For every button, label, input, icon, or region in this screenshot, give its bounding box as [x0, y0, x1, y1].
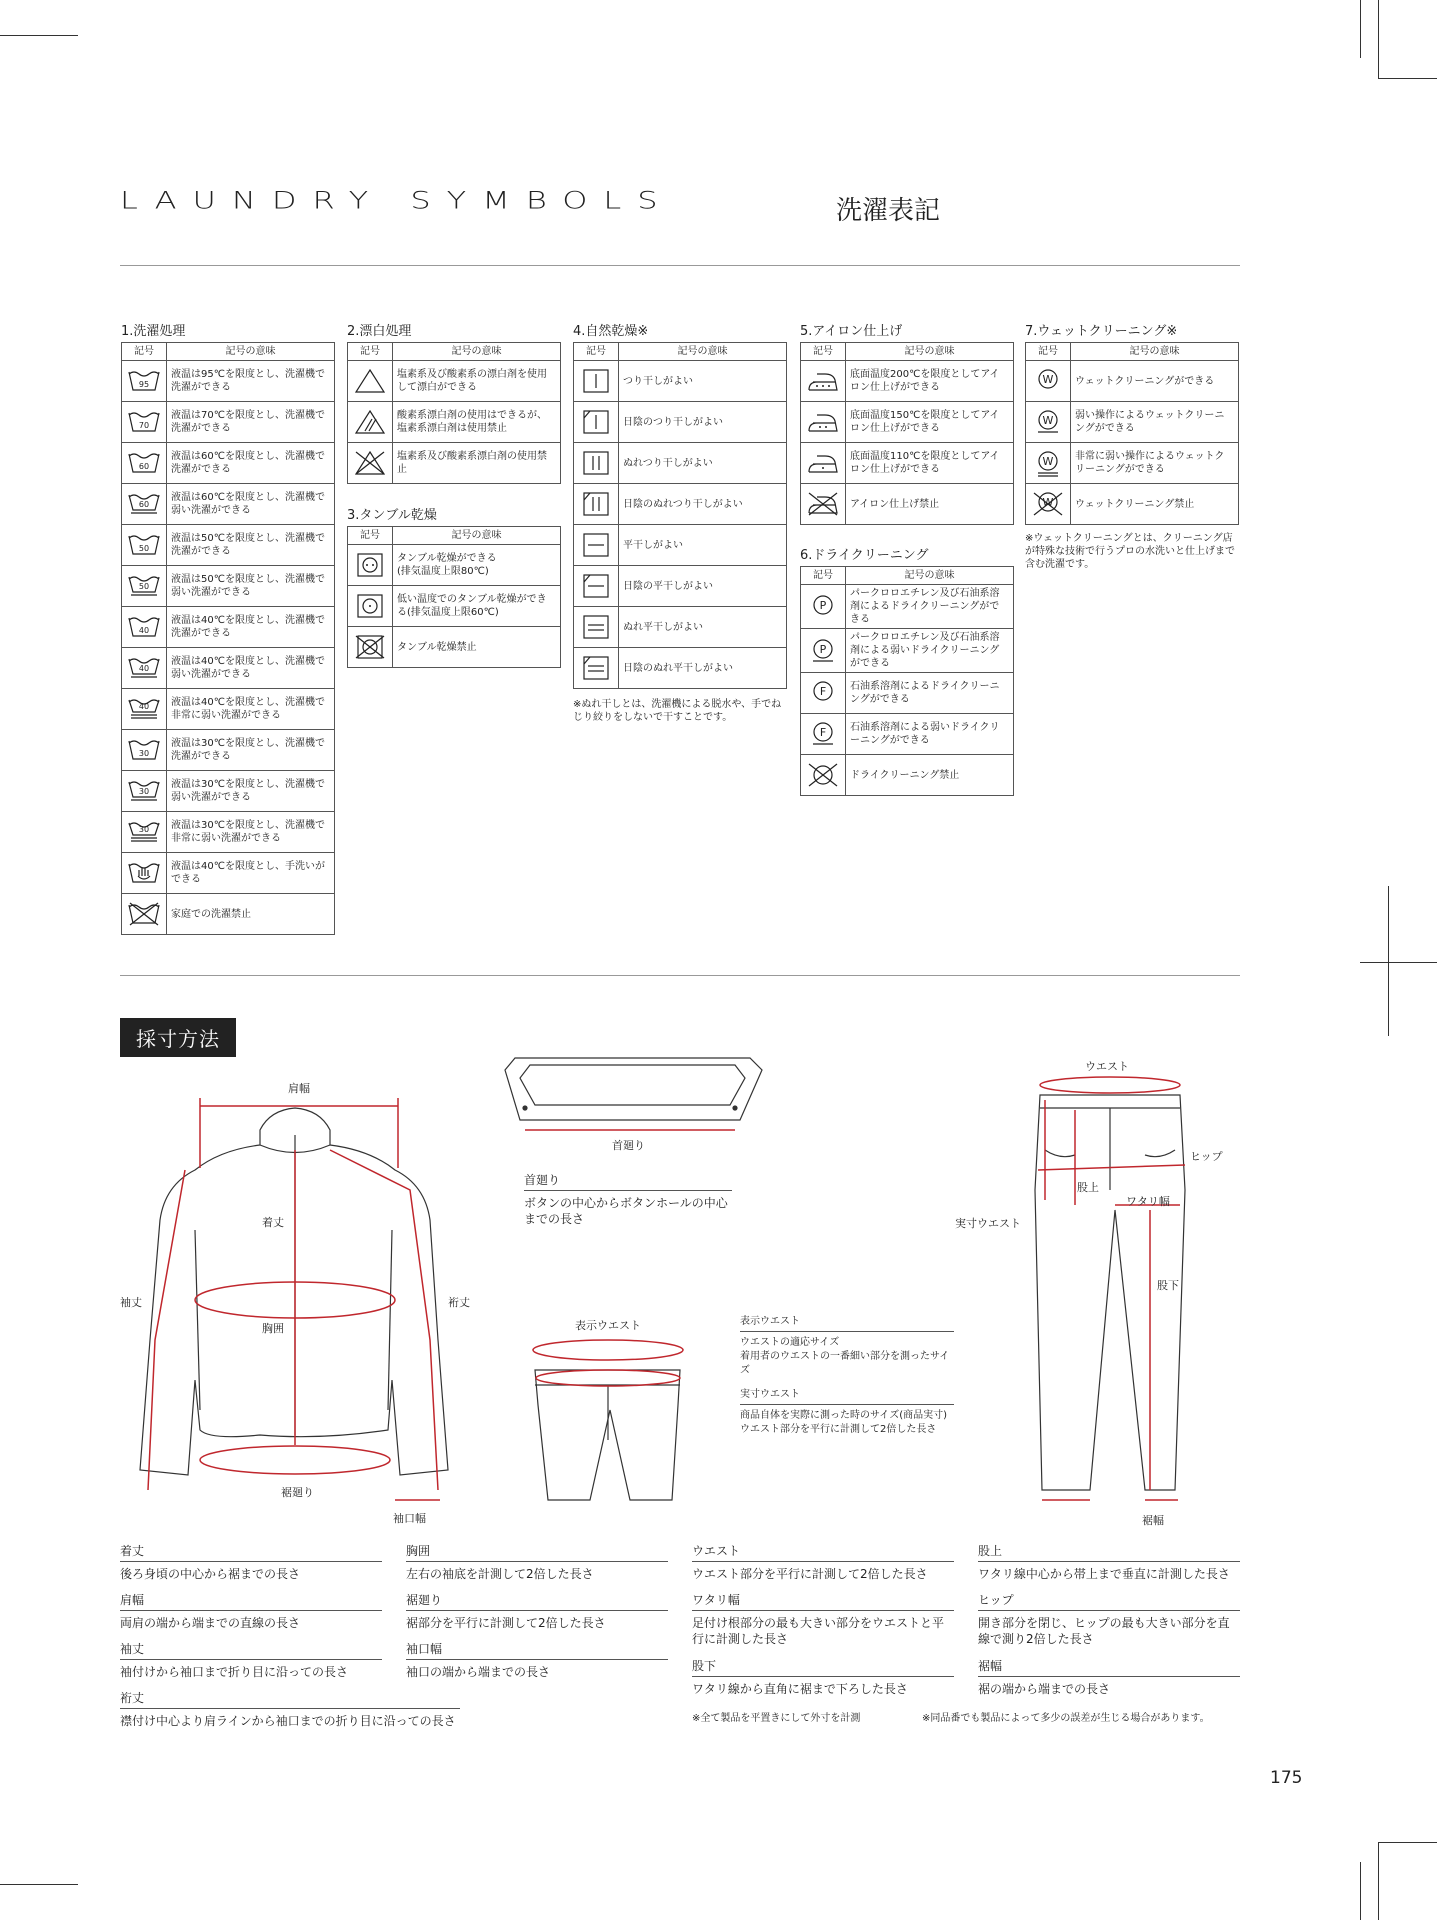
svg-text:30: 30 [138, 749, 150, 758]
svg-text:F: F [819, 685, 827, 698]
def-title: 袖口幅 [406, 1641, 668, 1660]
def-title: 裄丈 [120, 1690, 460, 1709]
symbol-row [574, 648, 787, 689]
def-desc: 襟付け中心より肩ラインから袖口までの折り目に沿っての長さ [120, 1714, 456, 1728]
symbol-meaning: ぬれ平干しがよい [619, 607, 787, 648]
def-desc: 開き部分を閉じ、ヒップの最も大きい部分を直線で測り2倍した長さ [978, 1616, 1230, 1646]
iron-table [800, 342, 1014, 525]
symbol-row [122, 484, 335, 525]
label-yukitake: 裄丈 [448, 1296, 470, 1309]
symbol-meaning: 弱い操作によるウェットクリーニングができる [1071, 402, 1239, 443]
def-desc: 足付け根部分の最も大きい部分をウエストと平行に計測した長さ [692, 1616, 945, 1646]
hand-wash-icon [122, 853, 167, 894]
symbol-row [122, 402, 335, 443]
def-title: 袖丈 [120, 1641, 382, 1660]
symbol-row [122, 525, 335, 566]
wash-30-icon [122, 730, 167, 771]
def-desc: ワタリ線中心から帯上まで垂直に計測した長さ [978, 1567, 1230, 1581]
wetclean-table [1025, 342, 1239, 525]
def-title: 裾幅 [978, 1658, 1240, 1677]
symbol-row [574, 525, 787, 566]
svg-text:60: 60 [138, 462, 150, 471]
col-head-meaning: 記号の意味 [619, 343, 787, 361]
def-title: ウエスト [692, 1543, 954, 1562]
def-title: 肩幅 [120, 1592, 382, 1611]
symbol-meaning: 液温は60℃を限度とし、洗濯機で弱い洗濯ができる [167, 484, 335, 525]
iron-medium-icon [801, 402, 846, 443]
display-waist-desc-1: ウエストの適応サイズ [740, 1337, 840, 1348]
symbol-row [574, 607, 787, 648]
symbol-meaning: 液温は40℃を限度とし、洗濯機で非常に弱い洗濯ができる [167, 689, 335, 730]
symbol-meaning: 石油系溶剤による弱いドライクリーニングができる [846, 714, 1014, 755]
svg-text:40: 40 [138, 664, 150, 673]
col-head-symbol: 記号 [122, 343, 167, 361]
symbol-row [348, 545, 561, 586]
svg-text:95: 95 [138, 380, 150, 389]
symbol-row [122, 689, 335, 730]
tumble-table [347, 526, 561, 668]
page-title-jp: 洗濯表記 [836, 196, 941, 226]
dryclean-f-icon [801, 673, 846, 714]
symbol-row [122, 566, 335, 607]
label-collar: 首廻り [612, 1139, 645, 1152]
def-desc: ウエスト部分を平行に計測して2倍した長さ [692, 1567, 928, 1581]
symbol-meaning: 液温は40℃を限度とし、洗濯機で洗濯ができる [167, 607, 335, 648]
wash-95-icon [122, 361, 167, 402]
symbol-meaning: 低い温度でのタンブル乾燥ができる(排気温度上限60℃) [393, 586, 561, 627]
line-dry-shade-icon [574, 402, 619, 443]
do-not-wash-icon [122, 894, 167, 935]
symbol-meaning: ぬれつり干しがよい [619, 443, 787, 484]
drip-dry-shade-icon [574, 484, 619, 525]
def-desc: 両肩の端から端までの直線の長さ [120, 1616, 301, 1630]
def-desc: 裾の端から端までの長さ [978, 1682, 1111, 1696]
label-sleeve: 袖丈 [120, 1296, 142, 1309]
svg-text:50: 50 [138, 582, 150, 591]
def-inseam [692, 1658, 954, 1697]
symbol-meaning: 液温は30℃を限度とし、洗濯機で非常に弱い洗濯ができる [167, 812, 335, 853]
page-number: 175 [1270, 1768, 1303, 1788]
symbol-row [122, 730, 335, 771]
symbol-row [1026, 402, 1239, 443]
waist-illustration [520, 1330, 700, 1510]
wetclean-icon [1026, 361, 1071, 402]
symbol-meaning: 液温は50℃を限度とし、洗濯機で洗濯ができる [167, 525, 335, 566]
waist-definitions [740, 1315, 954, 1437]
symbol-meaning: ドライクリーニング禁止 [846, 755, 1014, 796]
label-length: 着丈 [262, 1216, 284, 1229]
wash-50-gentle-icon [122, 566, 167, 607]
symbol-row [122, 648, 335, 689]
symbol-meaning: 液温は50℃を限度とし、洗濯機で弱い洗濯ができる [167, 566, 335, 607]
bleach-section-title: 2.漂白処理 [347, 324, 412, 339]
wetclean-gentle-icon [1026, 402, 1071, 443]
symbol-row [801, 585, 1014, 629]
symbol-row [574, 402, 787, 443]
natural-dry-note: ※ぬれ干しとは、洗濯機による脱水や、手でねじり絞りをしないで干すことです。 [573, 699, 782, 723]
symbol-row [574, 566, 787, 607]
real-waist-desc-1: 商品自体を実際に測った時のサイズ(商品実寸) [740, 1410, 948, 1421]
col-head-symbol: 記号 [801, 567, 846, 585]
symbol-meaning: つり干しがよい [619, 361, 787, 402]
wetclean-note: ※ウェットクリーニングとは、クリーニング店が特殊な技術で行うプロの水洗いと仕上げまで含む洗濯です。 [1025, 533, 1235, 570]
col-head-meaning: 記号の意味 [1071, 343, 1239, 361]
def-title: 股上 [978, 1543, 1240, 1562]
symbol-meaning: 液温は60℃を限度とし、洗濯機で洗濯ができる [167, 443, 335, 484]
symbol-meaning: パークロロエチレン及び石油系溶剤によるドライクリーニングができる [846, 585, 1014, 629]
wash-60-gentle-icon [122, 484, 167, 525]
collar-def-desc: ボタンの中心からボタンホールの中心までの長さ [524, 1196, 728, 1226]
label-rise: 股上 [1077, 1181, 1099, 1194]
do-not-tumble-dry-icon [348, 627, 393, 668]
display-waist-desc-2: 着用者のウエストの一番細い部分を測ったサイズ [740, 1351, 950, 1376]
collar-illustration [500, 1050, 770, 1140]
svg-text:W: W [1042, 496, 1054, 509]
symbol-row [801, 361, 1014, 402]
symbol-row [1026, 361, 1239, 402]
do-not-dryclean-icon [801, 755, 846, 796]
line-dry-icon [574, 361, 619, 402]
symbol-row [348, 443, 561, 484]
bleach-oxygen-only-icon [348, 402, 393, 443]
def-title: 裾廻り [406, 1592, 668, 1611]
def-pants-hem [978, 1658, 1240, 1697]
col-head-symbol: 記号 [801, 343, 846, 361]
symbol-row [122, 443, 335, 484]
dryclean-p-gentle-icon [801, 629, 846, 673]
symbol-row [801, 714, 1014, 755]
tumble-dry-low-icon [348, 586, 393, 627]
symbol-meaning: 液温は40℃を限度とし、洗濯機で弱い洗濯ができる [167, 648, 335, 689]
symbol-meaning: ウェットクリーニング禁止 [1071, 484, 1239, 525]
svg-text:40: 40 [138, 626, 150, 635]
def-title: 股下 [692, 1658, 954, 1677]
def-title: 胸囲 [406, 1543, 668, 1562]
measurement-tag: 採寸方法 [120, 1018, 236, 1057]
symbol-meaning: 石油系溶剤によるドライクリーニングができる [846, 673, 1014, 714]
svg-text:50: 50 [138, 544, 150, 553]
label-pants-hem: 裾幅 [1142, 1514, 1164, 1527]
symbol-row [122, 361, 335, 402]
iron-section-title: 5.アイロン仕上げ [800, 324, 903, 339]
page-title-en: LAUNDRY SYMBOLS [120, 186, 674, 215]
divider [120, 265, 1240, 266]
wash-40-very-gentle-icon [122, 689, 167, 730]
symbol-row [574, 443, 787, 484]
svg-text:30: 30 [138, 825, 150, 834]
bleach-table [347, 342, 561, 484]
collar-definition [524, 1172, 732, 1227]
col-head-meaning: 記号の意味 [167, 343, 335, 361]
symbol-meaning: タンブル乾燥ができる (排気温度上限80℃) [393, 545, 561, 586]
svg-text:70: 70 [138, 421, 150, 430]
wash-30-very-gentle-icon [122, 812, 167, 853]
label-hem: 裾廻り [281, 1486, 314, 1499]
def-shoulder [120, 1592, 382, 1631]
def-rise [978, 1543, 1240, 1582]
symbol-row [122, 894, 335, 935]
symbol-meaning: 液温は40℃を限度とし、手洗いができる [167, 853, 335, 894]
col-head-meaning: 記号の意味 [393, 527, 561, 545]
def-cuff [406, 1641, 668, 1680]
label-shoulder: 肩幅 [288, 1082, 310, 1095]
symbol-meaning: 底面温度110℃を限度としてアイロン仕上げができる [846, 443, 1014, 484]
svg-text:W: W [1042, 455, 1054, 468]
def-title: 着丈 [120, 1543, 382, 1562]
iron-high-icon [801, 361, 846, 402]
symbol-meaning: 底面温度150℃を限度としてアイロン仕上げができる [846, 402, 1014, 443]
symbol-meaning: 日陰の平干しがよい [619, 566, 787, 607]
real-waist-desc-2: ウエスト部分を平行に計測して2倍した長さ [740, 1424, 937, 1435]
symbol-meaning: 非常に弱い操作によるウェットクリーニングができる [1071, 443, 1239, 484]
dryclean-section-title: 6.ドライクリーニング [800, 548, 929, 563]
drip-dry-flat-icon [574, 607, 619, 648]
dryclean-f-gentle-icon [801, 714, 846, 755]
do-not-bleach-icon [348, 443, 393, 484]
wash-50-icon [122, 525, 167, 566]
do-not-wetclean-icon [1026, 484, 1071, 525]
symbol-meaning: 家庭での洗濯禁止 [167, 894, 335, 935]
display-waist-title: 表示ウエスト [740, 1315, 954, 1332]
symbol-row [348, 361, 561, 402]
wash-section-title: 1.洗濯処理 [121, 324, 186, 339]
symbol-row [1026, 484, 1239, 525]
col-head-meaning: 記号の意味 [846, 343, 1014, 361]
col-head-symbol: 記号 [574, 343, 619, 361]
def-desc: 袖付けから袖口まで折り目に沿っての長さ [120, 1665, 349, 1679]
dry-flat-shade-icon [574, 566, 619, 607]
def-chest [406, 1543, 668, 1582]
variance-note: ※同品番でも製品によって多少の誤差が生じる場合があります。 [922, 1713, 1210, 1724]
svg-text:W: W [1042, 414, 1054, 427]
symbol-row [801, 484, 1014, 525]
def-desc: 裾部分を平行に計測して2倍した長さ [406, 1616, 606, 1630]
symbol-meaning: 平干しがよい [619, 525, 787, 566]
label-inseam: 股下 [1157, 1279, 1179, 1292]
label-hip: ヒップ [1190, 1150, 1223, 1163]
symbol-row [574, 484, 787, 525]
symbol-row [122, 771, 335, 812]
symbol-row [348, 627, 561, 668]
drip-dry-flat-shade-icon [574, 648, 619, 689]
iron-low-icon [801, 443, 846, 484]
col-head-symbol: 記号 [348, 527, 393, 545]
symbol-meaning: 液温は30℃を限度とし、洗濯機で洗濯ができる [167, 730, 335, 771]
symbol-row [1026, 443, 1239, 484]
do-not-iron-icon [801, 484, 846, 525]
symbol-row [122, 812, 335, 853]
symbol-meaning: アイロン仕上げ禁止 [846, 484, 1014, 525]
symbol-row [348, 402, 561, 443]
natural-dry-table [573, 342, 787, 689]
symbol-meaning: ウェットクリーニングができる [1071, 361, 1239, 402]
symbol-row [801, 402, 1014, 443]
jacket-illustration [120, 1090, 470, 1510]
symbol-meaning: 液温は70℃を限度とし、洗濯機で洗濯ができる [167, 402, 335, 443]
real-waist-title: 実寸ウエスト [740, 1388, 954, 1405]
def-desc: 袖口の端から端までの長さ [406, 1665, 551, 1679]
wash-table [121, 342, 335, 935]
def-title: ヒップ [978, 1592, 1240, 1611]
symbol-meaning: タンブル乾燥禁止 [393, 627, 561, 668]
collar-def-title: 首廻り [524, 1172, 732, 1191]
symbol-meaning: 塩素系及び酸素系漂白剤の使用禁止 [393, 443, 561, 484]
symbol-row [801, 629, 1014, 673]
def-title: ワタリ幅 [692, 1592, 954, 1611]
svg-text:P: P [819, 598, 827, 612]
def-desc: ワタリ線から直角に裾まで下ろした長さ [692, 1682, 908, 1696]
symbol-meaning: パークロロエチレン及び石油系溶剤による弱いドライクリーニングができる [846, 629, 1014, 673]
svg-text:60: 60 [138, 500, 150, 509]
symbol-row [122, 607, 335, 648]
symbol-meaning: 日陰のぬれつり干しがよい [619, 484, 787, 525]
label-display-waist: 表示ウエスト [575, 1319, 641, 1332]
label-pants-waist: ウエスト [1085, 1060, 1129, 1073]
natural-dry-section-title: 4.自然乾燥※ [573, 324, 649, 339]
label-real-waist: 実寸ウエスト [955, 1217, 1021, 1230]
symbol-meaning: 日陰のぬれ平干しがよい [619, 648, 787, 689]
wash-30-gentle-icon [122, 771, 167, 812]
def-desc: 後ろ身頃の中心から裾までの長さ [120, 1567, 301, 1581]
col-head-symbol: 記号 [1026, 343, 1071, 361]
symbol-row [122, 853, 335, 894]
symbol-meaning: 日陰のつり干しがよい [619, 402, 787, 443]
col-head-meaning: 記号の意味 [846, 567, 1014, 585]
dryclean-p-icon [801, 585, 846, 629]
col-head-meaning: 記号の意味 [393, 343, 561, 361]
wash-70-icon [122, 402, 167, 443]
symbol-meaning: 液温は95℃を限度とし、洗濯機で洗濯ができる [167, 361, 335, 402]
divider [120, 975, 1240, 976]
wetclean-section-title: 7.ウェットクリーニング※ [1025, 324, 1178, 339]
def-sleeve [120, 1641, 382, 1680]
symbol-row [574, 361, 787, 402]
wash-40-icon [122, 607, 167, 648]
def-hip [978, 1592, 1240, 1647]
symbol-meaning: 液温は30℃を限度とし、洗濯機で弱い洗濯ができる [167, 771, 335, 812]
svg-text:P: P [819, 642, 827, 656]
def-waist [692, 1543, 954, 1582]
symbol-meaning: 底面温度200℃を限度としてアイロン仕上げができる [846, 361, 1014, 402]
drip-dry-icon [574, 443, 619, 484]
dry-flat-icon [574, 525, 619, 566]
def-thigh [692, 1592, 954, 1647]
wash-60-icon [122, 443, 167, 484]
svg-text:40: 40 [138, 702, 150, 711]
label-chest: 胸囲 [262, 1322, 284, 1335]
wash-40-gentle-icon [122, 648, 167, 689]
svg-text:F: F [819, 726, 827, 739]
label-cuff: 袖口幅 [393, 1512, 426, 1525]
symbol-row [801, 673, 1014, 714]
label-thigh: ワタリ幅 [1126, 1195, 1170, 1208]
symbol-row [801, 755, 1014, 796]
tumble-section-title: 3.タンブル乾燥 [347, 508, 437, 523]
svg-text:30: 30 [138, 787, 150, 796]
wetclean-very-gentle-icon [1026, 443, 1071, 484]
symbol-meaning: 酸素系漂白剤の使用はできるが、塩素系漂白剤は使用禁止 [393, 402, 561, 443]
symbol-row [348, 586, 561, 627]
def-hem [406, 1592, 668, 1631]
def-desc: 左右の袖底を計測して2倍した長さ [406, 1567, 594, 1581]
symbol-row [801, 443, 1014, 484]
dryclean-table [800, 566, 1014, 796]
svg-text:W: W [1042, 373, 1054, 386]
col-head-symbol: 記号 [348, 343, 393, 361]
def-length [120, 1543, 382, 1582]
tumble-dry-normal-icon [348, 545, 393, 586]
def-yukitake [120, 1690, 460, 1729]
flat-measure-note: ※全て製品を平置きにして外寸を計測 [692, 1713, 861, 1724]
bleach-any-icon [348, 361, 393, 402]
symbol-meaning: 塩素系及び酸素系の漂白剤を使用して漂白ができる [393, 361, 561, 402]
